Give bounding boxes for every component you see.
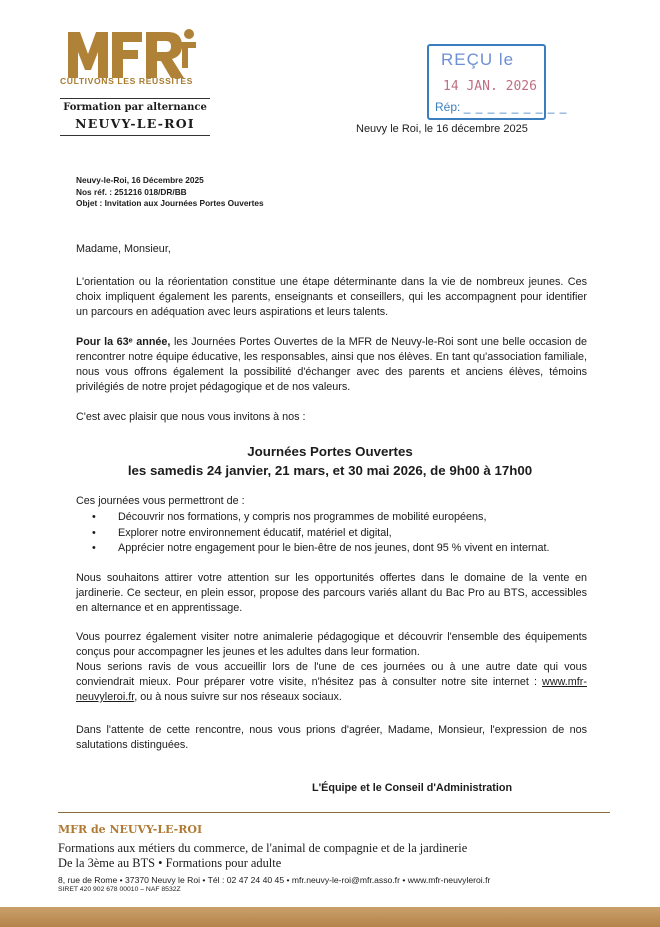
paragraph-invite: C'est avec plaisir que nous vous invitons à nos : <box>76 411 306 423</box>
event-dates: les samedis 24 janvier, 21 mars, et 30 mai 2026, de 9h00 à 17h00 <box>127 463 533 478</box>
paragraph-jardinerie: Nous souhaitons attirer votre attention sur les opportunités offertes dans le domaine de la vente en jardinerie. Ce secteur, en plein essor, propose des parcours variés allant du Bac Pro au BTS, accessibles en alternance et en apprentissage. <box>76 572 587 614</box>
mfr-logo <box>68 28 196 78</box>
footer-org-name: MFR de NEUVY-LE-ROI <box>58 823 203 836</box>
stamp-reply-label <box>435 100 567 114</box>
header-rule-top <box>60 98 210 99</box>
benefits-list <box>92 510 550 557</box>
header-subtitle: Formation par alternance <box>63 102 207 113</box>
place-date: Neuvy le Roi, le 16 décembre 2025 <box>356 123 528 135</box>
paragraph-visit-text: Nous serions ravis de vous accueillir lors de l'une de ces journées ou à une autre date qui vous conviendrait mieux. Pour préparer votre visite, n'hésitez pas à consulter notre site internet : <box>76 661 587 688</box>
list-item-text: Découvrir nos formations, y compris nos programmes de mobilité européens, <box>118 511 487 523</box>
paragraph-open-days-lead: Pour la 63ᵉ année, <box>76 336 171 348</box>
footer-siret: SIRET 420 902 678 00010 – NAF 8532Z <box>58 886 181 893</box>
list-item-text: Apprécier notre engagement pour le bien-être de nos jeunes, dont 95 % vivent en internat. <box>118 542 550 554</box>
ref-subject: Objet : Invitation aux Journées Portes Ouvertes <box>76 198 264 208</box>
footer-levels: De la 3ème au BTS • Formations pour adulte <box>58 856 282 870</box>
bullet-dot: • <box>92 526 96 539</box>
received-stamp <box>427 44 568 120</box>
footer-address: 8, rue de Rome • 37370 Neuvy le Roi • Tél : 02 47 24 40 45 • mfr.neuvy-le-roi@mfr.asso.fr • www.mfr-neuvyleroi.fr <box>58 875 491 885</box>
letter-references <box>76 175 264 210</box>
ref-date: Neuvy-le-Roi, 16 Décembre 2025 <box>76 175 204 185</box>
salutation: Madame, Monsieur, <box>76 243 171 255</box>
paragraph-benefits: Ces journées vous permettront de : <box>76 495 245 507</box>
logo-tagline: CULTIVONS LES RÉUSSITES <box>60 76 194 86</box>
list-item <box>92 526 550 542</box>
paragraph-closing: Dans l'attente de cette rencontre, nous vous prions d'agréer, Madame, Monsieur, l'expression de nos salutations distinguées. <box>76 724 587 751</box>
paragraph-open-days-text: les Journées Portes Ouvertes de la MFR de Neuvy-le-Roi sont une belle occasion de rencontrer notre équipe éducative, les responsables, ainsi que nos élèves. En tant qu'association familiale, nous vous offrons également la possibilité d'échanger avec des parents et anciens élèves, témoins privilégiés de notre projet pédagogique et de nos valeurs. <box>76 336 587 393</box>
stamp-reply-text: Rép: <box>435 100 461 114</box>
paragraph-open-days <box>76 335 587 395</box>
paragraph-orientation: L'orientation ou la réorientation constitue une étape déterminante dans la vie de nombreux jeunes. Ces choix impliquent également les parents, enseignants et conseillers, qui les accompagnent pour identifier un parcours en adéquation avec leurs aspirations et leurs talents. <box>76 276 587 318</box>
event-title: Journées Portes Ouvertes <box>247 444 413 459</box>
list-item <box>92 541 550 557</box>
footer-rule <box>58 812 610 813</box>
stamp-date: 14 JAN. 2026 <box>443 79 537 94</box>
paragraph-visit <box>76 660 587 705</box>
paragraph-visit-end: , ou à nous suivre sur nos réseaux sociaux. <box>134 691 342 703</box>
list-item-text: Explorer notre environnement éducatif, matériel et digital, <box>118 526 392 539</box>
ref-number: Nos réf. : 251216 018/DR/BB <box>76 186 187 197</box>
bottom-band <box>0 907 660 927</box>
stamp-reply-line: _ _ _ _ _ _ _ _ _ <box>463 100 568 114</box>
bullet-dot: • <box>92 511 96 523</box>
header-rule-bottom <box>60 135 210 136</box>
stamp-received-label: REÇU le <box>441 50 515 69</box>
header-town: NEUVY-LE-ROI <box>75 116 195 131</box>
bullet-dot: • <box>92 542 96 554</box>
footer-trades: Formations aux métiers du commerce, de l'animal de compagnie et de la jardinerie <box>58 841 468 855</box>
website-link[interactable]: www.mfr-neuvyleroi.fr <box>76 676 587 703</box>
list-item <box>92 510 550 526</box>
paragraph-animalerie: Vous pourrez également visiter notre animalerie pédagogique et découvrir l'ensemble des équipements conçus pour accompagner les jeunes et les adultes dans leur formation. <box>76 631 587 658</box>
signature: L'Équipe et le Conseil d'Administration <box>312 782 513 794</box>
